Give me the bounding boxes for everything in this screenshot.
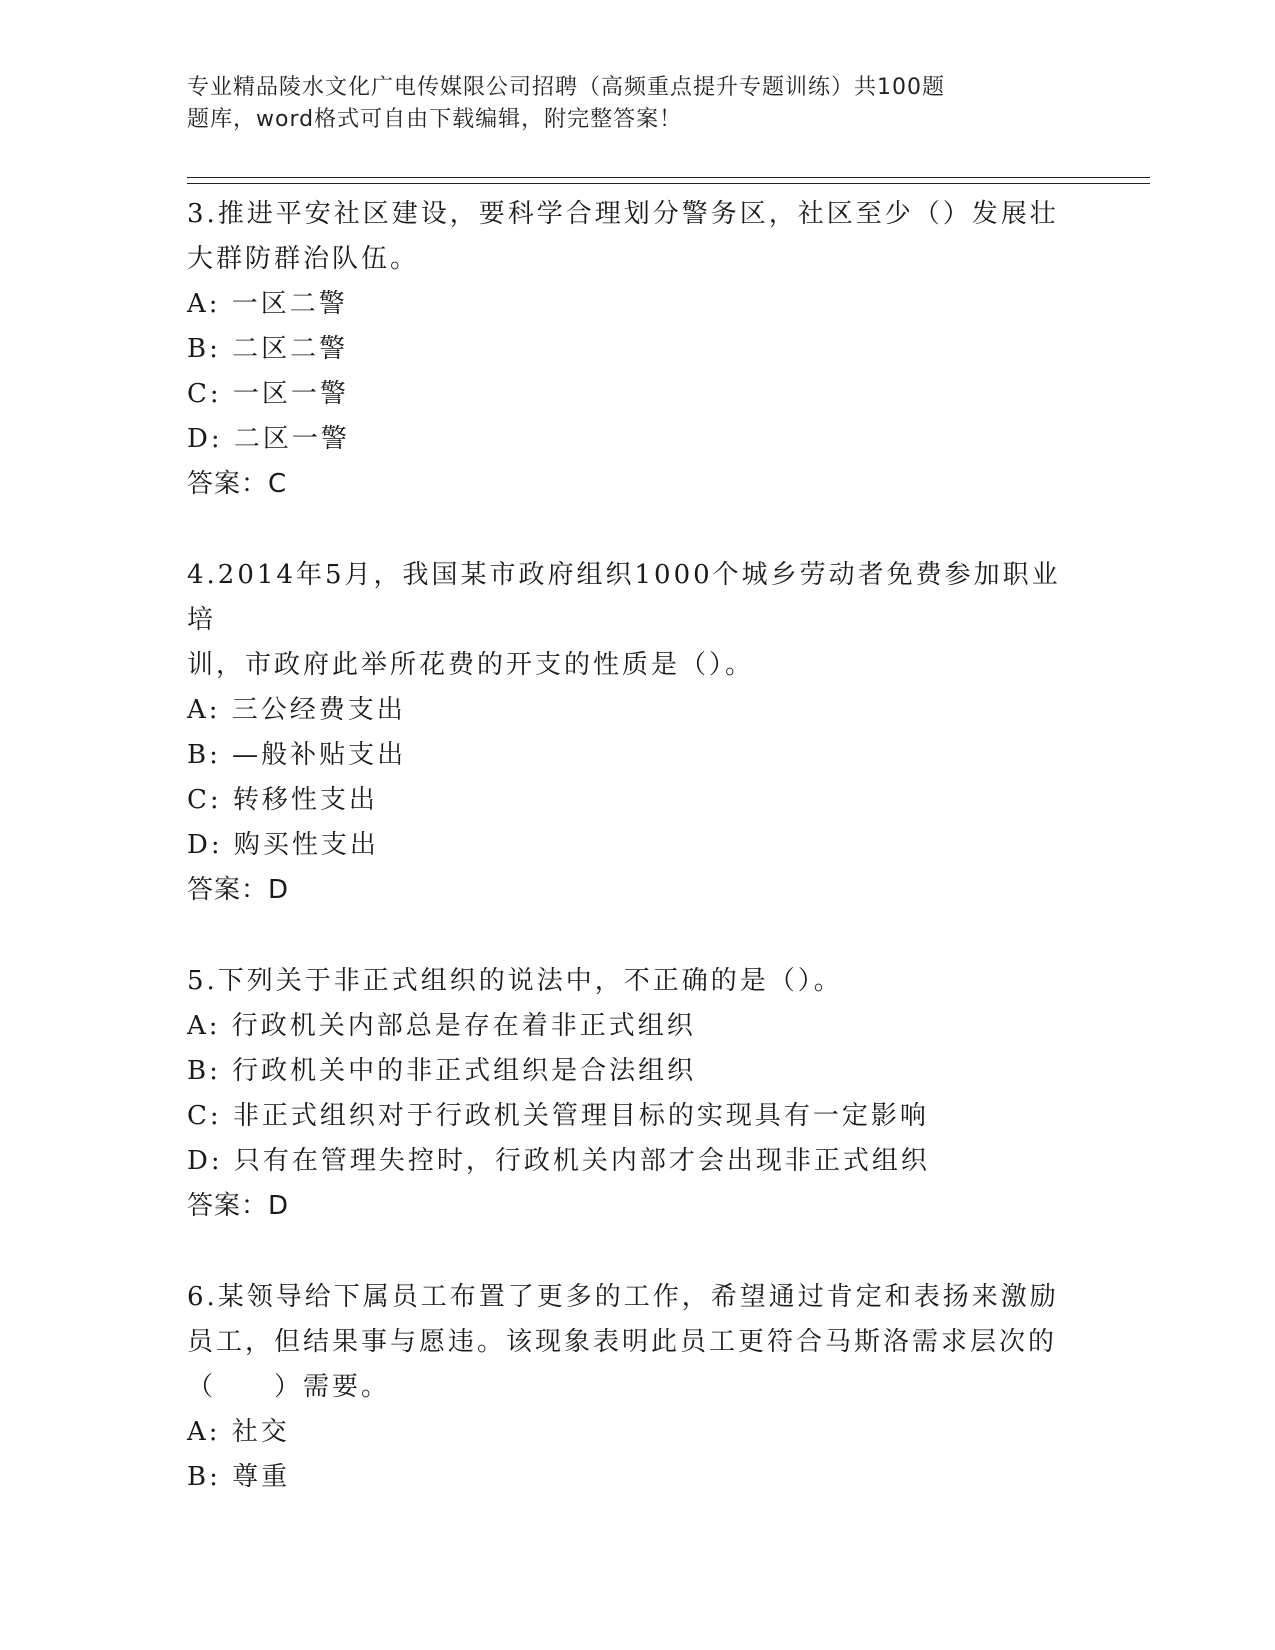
option-b: B: 二区二警 xyxy=(187,334,349,364)
option-b: B: 行政机关中的非正式组织是合法组织 xyxy=(187,1056,697,1086)
question-stem xyxy=(187,1275,1087,1410)
option-a: A: 三公经费支出 xyxy=(187,695,406,725)
question-6 xyxy=(187,1275,1087,1500)
header-divider-top xyxy=(187,177,1150,178)
question-stem-line: 训，市政府此举所花费的开支的性质是（）。 xyxy=(187,650,755,680)
question-stem-line: 4.2014年5月，我国某市政府组织1000个城乡劳动者免费参加职业培 xyxy=(187,560,1061,635)
question-stem xyxy=(187,553,1087,688)
option-c: C: 非正式组织对于行政机关管理目标的实现具有一定影响 xyxy=(187,1101,929,1131)
answer: 答案：C xyxy=(187,469,288,499)
option-c: C: 一区一警 xyxy=(187,379,349,409)
question-stem-line: 3.推进平安社区建设，要科学合理划分警务区，社区至少（）发展壮 xyxy=(187,199,1059,229)
option-a: A: 一区二警 xyxy=(187,289,348,319)
document-header xyxy=(187,72,1027,136)
question-stem-line: 员工，但结果事与愿违。该现象表明此员工更符合马斯洛需求层次的 xyxy=(187,1327,1058,1357)
question-5 xyxy=(187,959,1087,1229)
header-divider-bottom xyxy=(187,183,1150,184)
header-title-line-2: 题库，word格式可自由下载编辑，附完整答案！ xyxy=(187,107,683,132)
answer: 答案：D xyxy=(187,1191,290,1221)
answer: 答案：D xyxy=(187,875,290,905)
question-list xyxy=(187,192,1087,1546)
question-stem xyxy=(187,192,1087,282)
question-stem-line: 6.某领导给下属员工布置了更多的工作，希望通过肯定和表扬来激励 xyxy=(187,1282,1059,1312)
option-d: D: 二区一警 xyxy=(187,424,350,454)
option-c: C: 转移性支出 xyxy=(187,785,378,815)
option-a: A: 社交 xyxy=(187,1417,290,1447)
question-stem-line: （ ）需要。 xyxy=(187,1372,391,1402)
option-d: D: 只有在管理失控时，行政机关内部才会出现非正式组织 xyxy=(187,1146,930,1176)
question-stem-line: 5.下列关于非正式组织的说法中，不正确的是（）。 xyxy=(187,966,843,996)
header-title-line-1: 专业精品陵水文化广电传媒限公司招聘（高频重点提升专题训练）共100题 xyxy=(187,75,945,100)
question-stem xyxy=(187,959,1087,1004)
question-3 xyxy=(187,192,1087,507)
option-d: D: 购买性支出 xyxy=(187,830,379,860)
question-4 xyxy=(187,553,1087,913)
option-b: B: —般补贴支出 xyxy=(187,740,407,770)
question-stem-line: 大群防群治队伍。 xyxy=(187,244,420,274)
option-a: A: 行政机关内部总是存在着非正式组织 xyxy=(187,1011,696,1041)
option-b: B: 尊重 xyxy=(187,1462,291,1492)
